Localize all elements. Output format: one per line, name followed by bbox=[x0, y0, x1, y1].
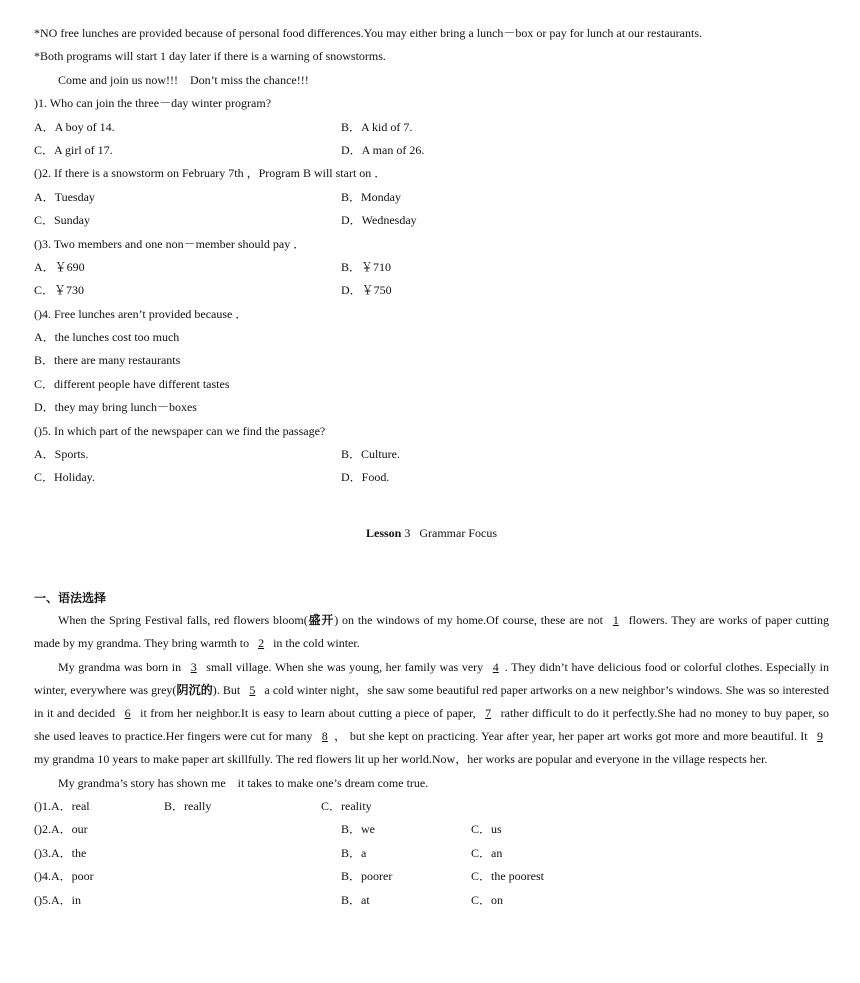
option-d: D．A man of 26. bbox=[341, 142, 425, 157]
option-d: D．they may bring lunch－boxes bbox=[34, 400, 197, 415]
question-3-options-row1 bbox=[34, 256, 829, 279]
question-1-options-row1 bbox=[34, 116, 829, 139]
question-1-stem: )1. Who can join the three－day winter program? bbox=[34, 96, 272, 111]
document-page bbox=[34, 22, 829, 912]
option-a: A．A boy of 14. bbox=[34, 119, 115, 134]
question-2-options-row1 bbox=[34, 186, 829, 209]
option-c: C．the poorest bbox=[471, 869, 544, 884]
grammar-question-5 bbox=[34, 889, 829, 912]
question-3-options-row2 bbox=[34, 279, 829, 302]
passage-paragraph-1: When the Spring Festival falls, red flowers bloom(盛开) on the windows of my home.Of course, these are not 1 flowers. They are works of paper cutting made by my grandma. They bring warmth to 2 in the cold winter. bbox=[34, 613, 829, 651]
option-c: C．Holiday. bbox=[34, 470, 95, 485]
passage-paragraph-3: My grandma’s story has shown me it takes to make one’s dream come true. bbox=[58, 775, 429, 790]
option-a: ()2.A．our bbox=[34, 822, 88, 837]
blank-4: 4 bbox=[492, 659, 499, 674]
option-a: A．Sports. bbox=[34, 447, 89, 462]
option-b: B．A kid of 7. bbox=[341, 119, 413, 134]
option-b: B．Monday bbox=[341, 189, 402, 204]
question-1-options-row2 bbox=[34, 139, 829, 162]
option-c: C．on bbox=[471, 892, 504, 907]
option-a: A．￥690 bbox=[34, 259, 85, 274]
option-c: C．Sunday bbox=[34, 213, 91, 228]
grammar-question-1 bbox=[34, 795, 829, 818]
blank-1: 1 bbox=[612, 613, 619, 628]
option-b: B．there are many restaurants bbox=[34, 353, 181, 368]
option-b: B．Culture. bbox=[341, 447, 400, 462]
option-a: ()5.A．in bbox=[34, 892, 81, 907]
option-d: D．Food. bbox=[341, 470, 390, 485]
option-c: C．us bbox=[471, 822, 502, 837]
option-a: ()1.A．real bbox=[34, 799, 90, 814]
blank-7: 7 bbox=[485, 706, 492, 721]
option-c: C．A girl of 17. bbox=[34, 142, 113, 157]
grammar-question-3 bbox=[34, 842, 829, 865]
note-snowstorm: *Both programs will start 1 day later if there is a warning of snowstorms. bbox=[34, 49, 386, 64]
closing-line: Come and join us now!!! Don’t miss the chance!!! bbox=[58, 72, 309, 87]
option-b: B．at bbox=[341, 892, 370, 907]
lesson-number: 3 bbox=[404, 525, 411, 540]
option-d: D．￥750 bbox=[341, 283, 392, 298]
blank-5: 5 bbox=[249, 682, 256, 697]
blank-6: 6 bbox=[124, 706, 131, 721]
option-a: A．Tuesday bbox=[34, 189, 95, 204]
lesson-label: Lesson bbox=[366, 525, 402, 540]
option-a: ()3.A．the bbox=[34, 845, 87, 860]
option-c: C．different people have different tastes bbox=[34, 376, 230, 391]
blank-3: 3 bbox=[190, 659, 197, 674]
option-c: C．￥730 bbox=[34, 283, 85, 298]
lesson-title bbox=[34, 522, 829, 545]
blank-2: 2 bbox=[258, 636, 265, 651]
option-b: B．poorer bbox=[341, 869, 393, 884]
passage-paragraph-2: My grandma was born in 3 small village. When she was young, her family was very 4 . They didn’t have delicious food or colorful clothes. Especially in winter, everywhere was grey(阴沉的). But 5 a cold winter night，she saw some beautiful red paper artworks on a new neighbor’s windows. She was so interested in it and decided 6 it from her neighbor.It is easy to learn about cutting a piece of paper, 7 rather difficult to do it perfectly.She had no money to buy paper, so she used leaves to practice.Her fingers were cut for many 8 ， but she kept on practicing. Year after year, her paper art works got more and more beautiful. It 9 my grandma 10 years to make paper art skillfully. The red flowers lit up her world.Now，her works are popular and everyone in the village respects her. bbox=[34, 659, 830, 767]
question-5-stem: ()5. In which part of the newspaper can we find the passage? bbox=[34, 423, 326, 438]
note-lunch: *NO free lunches are provided because of personal food differences.You may either bring a lunch－box or pay for lunch at our restaurants. bbox=[34, 26, 703, 40]
option-b: B．a bbox=[341, 845, 367, 860]
blank-8: 8 bbox=[321, 729, 328, 744]
option-a: ()4.A．poor bbox=[34, 869, 94, 884]
option-b: B．￥710 bbox=[341, 259, 392, 274]
grammar-question-2 bbox=[34, 818, 829, 841]
question-2-options-row2 bbox=[34, 209, 829, 232]
question-2-stem: ()2. If there is a snowstorm on February 7th ，Program B will start on ． bbox=[34, 166, 387, 181]
option-c: C．an bbox=[471, 845, 503, 860]
lesson-subtitle: Grammar Focus bbox=[419, 525, 497, 540]
section-heading: 一、语法选择 bbox=[34, 591, 107, 606]
option-d: D．Wednesday bbox=[341, 213, 417, 228]
option-b: B．really bbox=[164, 799, 212, 814]
option-a: A．the lunches cost too much bbox=[34, 330, 180, 345]
question-3-stem: ()3. Two members and one non－member should pay ． bbox=[34, 236, 306, 251]
option-c: C．reality bbox=[321, 799, 372, 814]
grammar-question-4 bbox=[34, 865, 829, 888]
blank-9: 9 bbox=[817, 729, 823, 744]
option-b: B．we bbox=[341, 822, 375, 837]
question-5-options-row2 bbox=[34, 466, 829, 489]
question-5-options-row1 bbox=[34, 443, 829, 466]
question-4-stem: ()4. Free lunches aren’t provided because ． bbox=[34, 306, 248, 321]
